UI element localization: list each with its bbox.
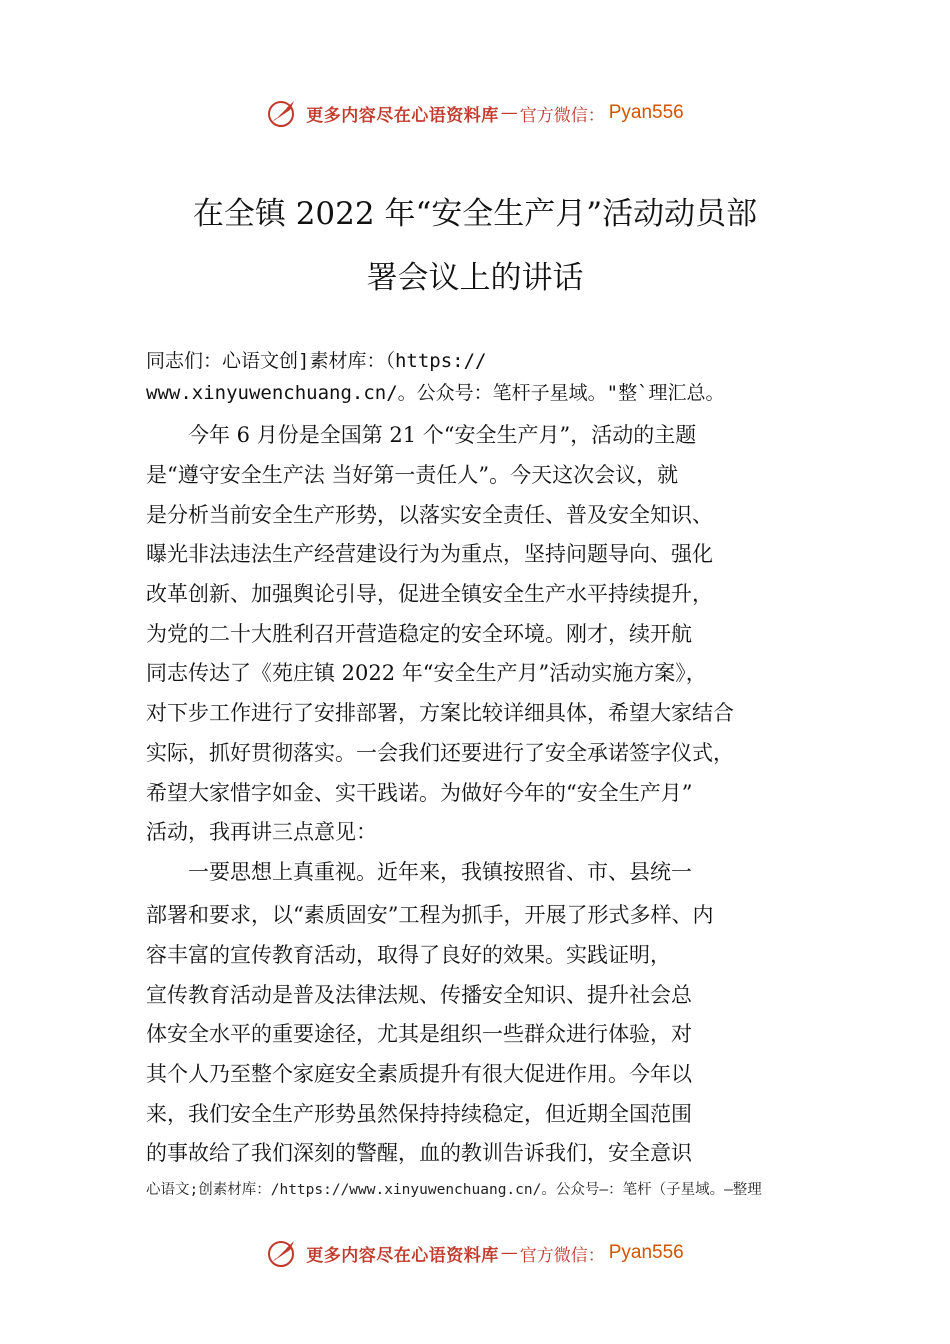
banner-dash: — xyxy=(500,1243,518,1263)
body-line: 是“遵守安全生产法 当好第一责任人”。今天这次会议，就 xyxy=(146,463,679,487)
body-line: 为党的二十大胜利召开营造稳定的安全环境。刚才，续开航 xyxy=(146,622,692,646)
body-line: 曝光非法违法生产经营建设行为为重点，坚持问题导向、强化 xyxy=(146,542,713,566)
body-line: 部署和要求，以“素质固安”工程为抓手，开展了形式多样、内 xyxy=(146,903,714,927)
body-line: 希望大家惜字如金、实干践诺。为做好今年的“安全生产月” xyxy=(146,781,693,805)
body-line: 容丰富的宣传教育活动，取得了良好的效果。实践证明， xyxy=(146,943,671,967)
body-line: 宣传教育活动是普及法律法规、传播安全知识、提升社会总 xyxy=(146,983,692,1007)
body-line: 今年 6 月份是全国第 21 个“安全生产月”，活动的主题 xyxy=(146,423,697,447)
body-line: 是分析当前安全生产形势，以落实安全责任、普及安全知识、 xyxy=(146,503,713,527)
body-line: 改革创新、加强舆论引导，促进全镇安全生产水平持续提升， xyxy=(146,582,713,606)
body-line: 活动，我再讲三点意见： xyxy=(146,820,377,844)
body-line: 其个人乃至整个家庭安全素质提升有很大促进作用。今年以 xyxy=(146,1062,692,1086)
banner-colon: ： xyxy=(587,1245,605,1266)
banner-wechat-label: 官方微信 xyxy=(519,105,588,126)
document-title-line-2: 署会议上的讲话 xyxy=(366,260,584,296)
body-line: 的事故给了我们深刻的警醒，血的教训告诉我们，安全意识 xyxy=(146,1141,692,1165)
banner-main-text: 更多内容尽在心语资料库 xyxy=(306,1245,499,1266)
body-line: 体安全水平的重要途径，尤其是组织一些群众进行体验，对 xyxy=(146,1022,692,1046)
banner-dash: — xyxy=(500,103,518,123)
banner-colon: ： xyxy=(587,105,605,126)
banner-wechat-label: 官方微信 xyxy=(519,1245,588,1266)
body-line: 同志传达了《苑庄镇 2022 年“安全生产月”活动实施方案》， xyxy=(146,661,707,685)
bottom-banner xyxy=(0,1233,950,1273)
footer-source-note: 心语文;创素材库：/https://www.xinyuwenchuang.cn/。公众号—：笔杆（子星域。—整理 xyxy=(146,1182,762,1198)
body-line: 实际，抓好贯彻落实。一会我们还要进行了安全承诺签字仪式， xyxy=(146,741,734,765)
banner-main-text: 更多内容尽在心语资料库 xyxy=(306,105,499,126)
body-line: 对下步工作进行了安排部署，方案比较详细具体，希望大家结合 xyxy=(146,701,734,725)
top-banner xyxy=(0,93,950,133)
body-line: 同志们：心语文创]素材库：（https:// xyxy=(146,350,487,372)
quill-logo-icon xyxy=(266,1236,300,1270)
banner-wechat-id: Pyan556 xyxy=(608,102,684,123)
quill-logo-icon xyxy=(266,96,300,130)
document-title-line-1: 在全镇 2022 年“安全生产月”活动动员部 xyxy=(192,196,758,232)
body-line: 来，我们安全生产形势虽然保持持续稳定，但近期全国范围 xyxy=(146,1102,692,1126)
banner-wechat-id: Pyan556 xyxy=(608,1242,684,1263)
body-line: www.xinyuwenchuang.cn/。公众号：笔杆子星域。"整`理汇总。 xyxy=(146,382,725,404)
body-line: 一要思想上真重视。近年来，我镇按照省、市、县统一 xyxy=(146,860,692,884)
